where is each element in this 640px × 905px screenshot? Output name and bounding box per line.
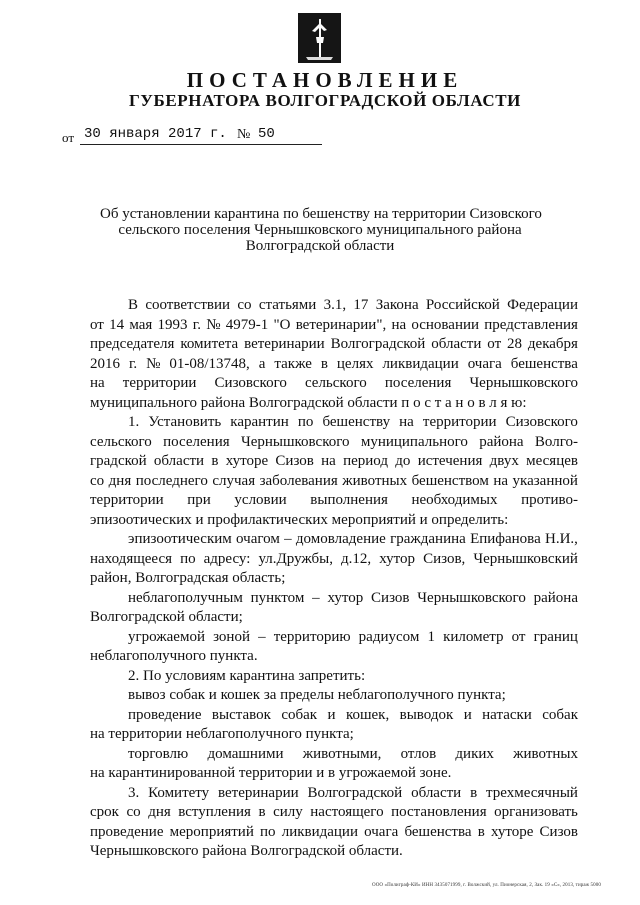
body-line: 2. По условиям карантина запретить: [128, 667, 366, 684]
body-line: сельского поселения Чернышковского муниципального района Волго- [90, 433, 578, 450]
body-line: Чернышковского района Волгоградской области. [90, 843, 403, 859]
document-subject [100, 206, 540, 254]
body-line: 2016 г. № 01-08/13748, а также в целях ликвидации очага бешенства [90, 355, 578, 372]
body-line: на территории неблагополучного пункта; [90, 726, 354, 742]
coat-of-arms-icon [298, 13, 341, 63]
body-line: район, Волгоградская область; [90, 570, 286, 586]
document-issuer: ГУБЕРНАТОРА ВОЛГОГРАДСКОЙ ОБЛАСТИ [129, 91, 521, 110]
document-title: ПОСТАНОВЛЕНИЕ [186, 68, 464, 92]
body-line: от 14 мая 1993 г. № 4979-1 "О ветеринарии", на основании представления [90, 316, 578, 333]
body-line: проведение выставок собак и кошек, выводок и натаски собак [128, 706, 578, 723]
body-line: территории при условии выполнения необходимых противо- [90, 492, 578, 508]
body-line: градской области в хуторе Сизов на период до истечения двух месяцев [90, 453, 578, 469]
subject-line: Об установлении карантина по бешенству на территории Сизовского [100, 206, 542, 222]
body-line: вывоз собак и кошек за пределы неблагополучного пункта; [128, 687, 506, 703]
body-line: со дня последнего случая заболевания животных бешенством на указанной [90, 472, 578, 489]
body-line: 1. Установить карантин по бешенству на территории Сизовского [128, 414, 578, 430]
body-line: неблагополучного пункта. [90, 648, 258, 664]
body-line: эпизоотическим очагом – домовладение гражданина Епифанова Н.И., [128, 531, 578, 547]
body-line: 3. Комитету ветеринарии Волгоградской области в трехмесячный [128, 784, 578, 801]
body-line: В соответствии со статьями 3.1, 17 Закона Российской Федерации [128, 297, 578, 313]
body-line: находящееся по адресу: ул.Дружбы, д.12, хутор Сизов, Чернышковский [90, 550, 578, 567]
body-line: неблагополучным пунктом – хутор Сизов Чернышковского района [128, 589, 578, 606]
body-line: эпизоотических и профилактических мероприятий и определить: [90, 511, 509, 528]
body-line: проведение мероприятий по ликвидации очага бешенства в хуторе Сизов [90, 823, 578, 840]
number-sign: № [237, 127, 251, 142]
document-date: 30 января 2017 г. [80, 125, 280, 145]
body-line: на карантинированной территории и в угрожаемой зоне. [90, 765, 452, 781]
printer-imprint: ООО «Полиграф-КИ» ИНН 3435071999, г. Волжский, ул. Пионерская, 2, Зак. 19 «С», 2013, тираж 5000 [372, 883, 601, 888]
body-line: торговлю домашними животными, отлов диких животных [128, 745, 578, 762]
body-line: председателя комитета ветеринарии Волгоградской области от 28 декабря [90, 336, 578, 352]
document-number: 50 [254, 125, 322, 145]
body-line: срок со дня вступления в силу настоящего постановления организовать [90, 804, 578, 820]
date-number-line [62, 125, 362, 147]
date-prefix: от [62, 130, 75, 145]
subject-line: сельского поселения Чернышковского муниципального района [118, 222, 522, 238]
subject-line: Волгоградской области [245, 238, 395, 254]
body-line: муниципального района Волгоградской области п о с т а н о в л я ю: [90, 394, 527, 411]
body-line: угрожаемой зоной – территорию радиусом 1 километр от границ [128, 628, 578, 645]
body-line: на территории Сизовского сельского поселения Чернышковского [90, 375, 578, 391]
body-line: Волгоградской области; [90, 609, 243, 625]
document-body [90, 296, 578, 862]
